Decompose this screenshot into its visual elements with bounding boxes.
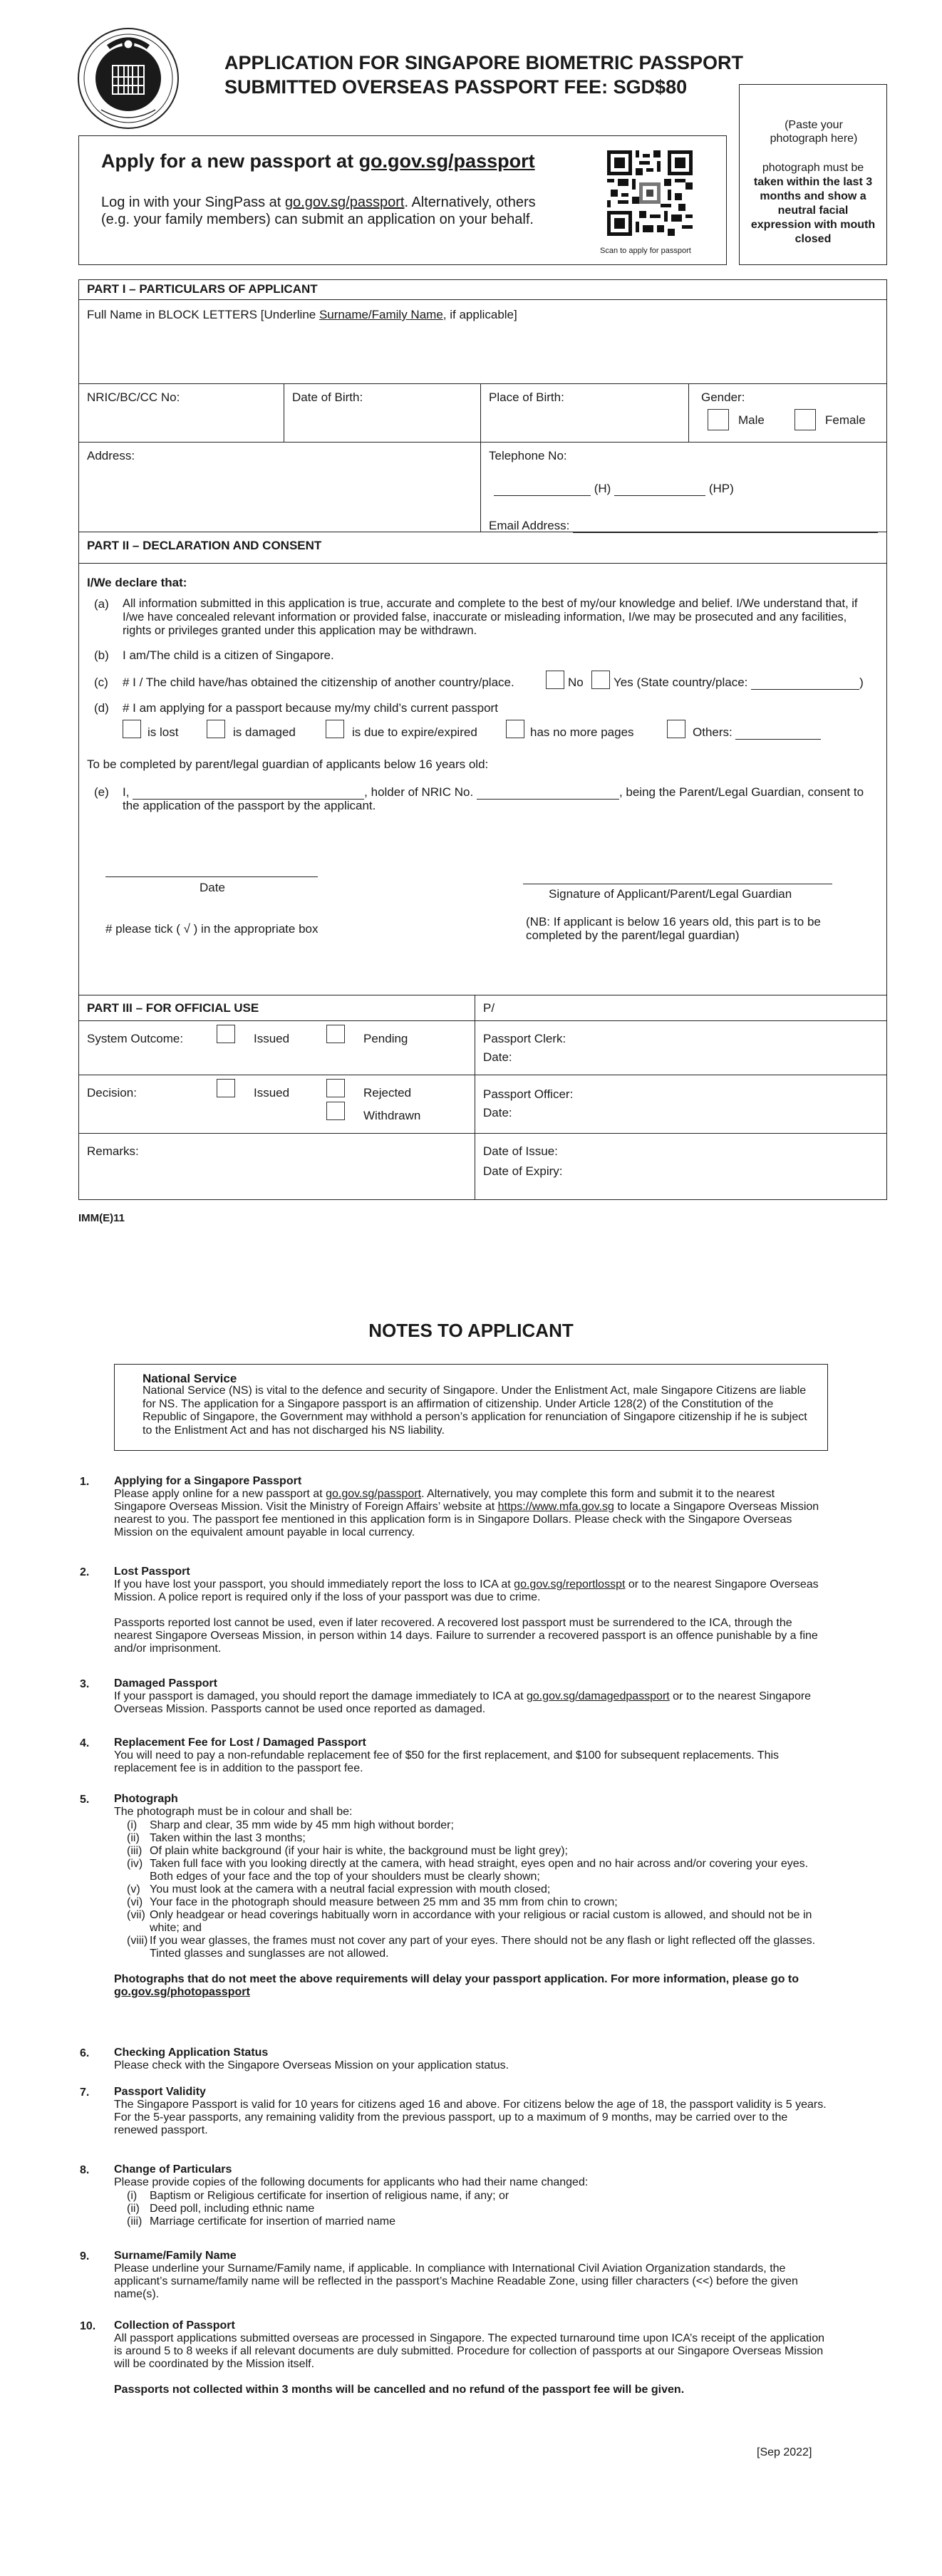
system-outcome-label: System Outcome: [87, 1032, 184, 1045]
note-number: 7. [80, 2086, 90, 2099]
note-number: 1. [80, 1476, 90, 1488]
signature-label: Signature of Applicant/Parent/Legal Guardian [549, 887, 792, 901]
note-title: Applying for a Singapore Passport [114, 1475, 302, 1487]
passport-officer-label: Passport Officer: [483, 1087, 574, 1101]
form-title-line1: APPLICATION FOR SINGAPORE BIOMETRIC PASSPORT [224, 52, 744, 73]
reason-lost-checkbox[interactable] [123, 720, 141, 738]
note-link[interactable]: go.gov.sg/passport [326, 1488, 422, 1500]
passport-clerk-label: Passport Clerk: [483, 1032, 566, 1045]
note-paragraph: If you have lost your passport, you should immediately report the loss to ICA at go.gov.sg/reportlosspt or to the nearest Singapore Overseas Mission. A police report is required only if the loss of your passport was due to crime. [114, 1578, 819, 1603]
gender-male-label: Male [738, 413, 765, 427]
note-subitem: (vii) Only headgear or head coverings habitually worn in accordance with your religious or racial custom is allowed, and should not be in white; and [127, 1909, 812, 1934]
note-title: Replacement Fee for Lost / Damaged Passport [114, 1737, 366, 1749]
note-subitem: (i) Baptism or Religious certificate for insertion of religious name, if any; or [127, 2190, 509, 2202]
singapore-crest-logo [77, 26, 180, 131]
clause-a-label: (a) [94, 597, 109, 611]
date-label: Date [200, 881, 225, 894]
note-paragraph: Please provide copies of the following documents for applicants who had their name changed: [114, 2176, 589, 2188]
qr-code[interactable] [607, 150, 693, 237]
note-subitem: (ii) Deed poll, including ethnic name [127, 2203, 315, 2215]
clause-e-label: (e) [94, 785, 109, 799]
note-link[interactable]: go.gov.sg/reportlosspt [514, 1578, 626, 1590]
note-paragraph: Please underline your Surname/Family name, if applicable. In compliance with International Civil Aviation Organization standards, the applicant’s surname/family name will be reflected in the passport’s Machine Readable Zone, using filler characters (<<) before the given name(s). [114, 2262, 798, 2300]
note-link[interactable]: https://www.mfa.gov.sg [497, 1501, 614, 1513]
note-item [114, 2319, 828, 2396]
clerk-date-label: Date: [483, 1050, 512, 1064]
note-title: Collection of Passport [114, 2319, 235, 2332]
note-sublist [114, 2190, 828, 2228]
fullname-field[interactable] [80, 324, 886, 382]
singpass-link[interactable]: go.gov.sg/passport [284, 195, 405, 210]
note-item [114, 1677, 828, 1716]
note-bold: Photographs that do not meet the above requirements will delay your passport application. For more information, please go to go.gov.sg/photopassport [114, 1973, 799, 1998]
note-paragraph: Please check with the Singapore Overseas Mission on your application status. [114, 2059, 509, 2071]
telephone-label: Telephone No: [489, 449, 567, 462]
citizenship-no-label: No [568, 676, 584, 689]
note-item [114, 1737, 828, 1775]
note-link[interactable]: go.gov.sg/damagedpassport [526, 1690, 670, 1702]
note-number: 5. [80, 1794, 90, 1806]
clause-b-text: I am/The child is a citizen of Singapore. [123, 648, 334, 662]
note-subitem: (v) You must look at the camera with a neutral facial expression with mouth closed; [127, 1883, 551, 1895]
note-paragraph: Passports reported lost cannot be used, even if later recovered. A recovered lost passport must be surrendered to the ICA, through the nearest Singapore Overseas Mission, in person within 14 days. Failure to surrender a recovered passport is an offence punishable by a fine and/or imprisonment. [114, 1617, 818, 1655]
decision-rejected-checkbox[interactable] [326, 1079, 345, 1097]
note-subitem: (iii) Of plain white background (if your hair is white, the background must be light grey); [127, 1845, 568, 1857]
qr-caption: Scan to apply for passport [600, 247, 691, 255]
note-number: 2. [80, 1566, 90, 1578]
note-paragraph: If your passport is damaged, you should report the damage immediately to ICA at go.gov.sg/damagedpassport or to the nearest Singapore Overseas Mission. Passports cannot be used once reported as damaged. [114, 1690, 812, 1715]
clause-d-text: # I am applying for a passport because my/my child’s current passport [123, 701, 498, 715]
apply-line1: Log in with your SingPass at go.gov.sg/passport. Alternatively, others [101, 195, 536, 210]
note-number: 3. [80, 1678, 90, 1690]
nb-note: (NB: If applicant is below 16 years old, this part is to be completed by the parent/legal guardian) [526, 915, 821, 942]
date-of-expiry-label: Date of Expiry: [483, 1164, 563, 1178]
gender-female-label: Female [825, 413, 866, 427]
gender-female-checkbox[interactable] [795, 409, 816, 430]
note-subitem: (i) Sharp and clear, 35 mm wide by 45 mm high without border; [127, 1819, 454, 1831]
clause-c-label: (c) [94, 676, 108, 689]
note-sublist [114, 1819, 828, 1960]
citizenship-yes-field[interactable]: Yes (State country/place: ) [614, 676, 864, 689]
note-paragraph: The Singapore Passport is valid for 10 years for citizens aged 16 and above. For citizens below the age of 18, the passport validity is 5 years. For the 5-year passports, any remaining validity from the previous passport, up to a maximum of 9 months, may be carried over to the renewed passport. [114, 2099, 827, 2136]
citizenship-yes-checkbox[interactable] [591, 671, 610, 689]
dob-label: Date of Birth: [292, 390, 363, 404]
p-number-label: P/ [483, 1001, 495, 1015]
reason-lost-label: is lost [147, 725, 179, 739]
guardian-note: To be completed by parent/legal guardian of applicants below 16 years old: [87, 757, 489, 771]
note-subitem: (viii) If you wear glasses, the frames must not cover any part of your eyes. There should not be any flash or light reflected off the glasses. Tinted glasses and sunglasses are not allowed. [127, 1935, 816, 1960]
note-title: Surname/Family Name [114, 2250, 237, 2262]
date-line[interactable] [105, 876, 318, 877]
note-item [114, 1475, 828, 1539]
reason-damaged-checkbox[interactable] [207, 720, 225, 738]
note-subitem: (ii) Taken within the last 3 months; [127, 1832, 306, 1844]
clause-c-text: # I / The child have/has obtained the citizenship of another country/place. [123, 676, 514, 689]
reason-no-pages-checkbox[interactable] [506, 720, 524, 738]
reason-damaged-label: is damaged [233, 725, 296, 739]
ns-text: National Service (NS) is vital to the defence and security of Singapore. Under the Enlistment Act, male Singapore Citizens are liable for NS. The application for a Singapore passport is an affirmation of citizenship. Under Article 128(2) of the Constitution of the Republic of Singapore, the Government may withhold a person’s application for renunciation of Singapore citizenship if he is subject to the Enlistment Act and has not discharged his NS liability. [143, 1385, 807, 1437]
part1-heading: PART I – PARTICULARS OF APPLICANT [87, 282, 318, 296]
note-paragraph: Please apply online for a new passport at go.gov.sg/passport. Alternatively, you may complete this form and submit it to the nearest Singapore Overseas Mission. Visit the Ministry of Foreign Affairs’ website at https://www.mfa.gov.sg to locate a Singapore Overseas Mission nearest to you. The passport fee mentioned in this application form is in Singapore Dollars. Please check with the Singapore Overseas Mission on the equivalent amount payable in local currency. [114, 1488, 819, 1538]
note-item [114, 1566, 828, 1655]
photo-note: photograph must be taken within the last 3 months and show a neutral facial expression with mouth closed [750, 162, 876, 245]
note-number: 10. [80, 2320, 96, 2332]
remarks-label: Remarks: [87, 1144, 139, 1158]
gender-male-checkbox[interactable] [708, 409, 729, 430]
part3-heading: PART III – FOR OFFICIAL USE [87, 1001, 259, 1015]
note-item [114, 2047, 828, 2072]
photo-paste-text: (Paste your photograph here) [770, 119, 858, 145]
clause-d-label: (d) [94, 701, 109, 715]
note-link[interactable]: go.gov.sg/photopassport [114, 1986, 250, 1998]
decision-rejected-label: Rejected [363, 1086, 412, 1100]
form-title-line2: SUBMITTED OVERSEAS PASSPORT FEE: SGD$80 [224, 76, 688, 98]
note-bold: Passports not collected within 3 months will be cancelled and no refund of the passport fee will be given. [114, 2384, 685, 2396]
note-paragraph: The photograph must be in colour and shall be: [114, 1806, 353, 1818]
officer-date-label: Date: [483, 1106, 512, 1119]
form-code: IMM(E)11 [78, 1212, 125, 1224]
note-title: Lost Passport [114, 1566, 190, 1578]
decision-issued-checkbox[interactable] [217, 1079, 235, 1097]
apply-line2: (e.g. your family members) can submit an application on your behalf. [101, 212, 534, 227]
ns-title: National Service [143, 1372, 237, 1385]
declare-label: I/We declare that: [87, 576, 187, 589]
system-issued-label: Issued [254, 1032, 290, 1045]
clause-a-text: All information submitted in this application is true, accurate and complete to the best of my/our knowledge and belief. I/We understand that, if I/we have concealed relevant information or provided false, inaccurate or misleading information, I/we may be prosecuted and any facilities, rights or privileges granted under this application may be withdrawn. [123, 597, 858, 637]
note-title: Change of Particulars [114, 2163, 232, 2176]
system-pending-checkbox[interactable] [326, 1025, 345, 1043]
system-pending-label: Pending [363, 1032, 408, 1045]
date-of-issue-label: Date of Issue: [483, 1144, 558, 1158]
gender-label: Gender: [701, 390, 745, 404]
note-title: Passport Validity [114, 2086, 206, 2098]
notes-date-code: [Sep 2022] [757, 2446, 812, 2458]
nric-label: NRIC/BC/CC No: [87, 390, 180, 404]
note-subitem: (iii) Marriage certificate for insertion of married name [127, 2215, 396, 2228]
reason-others-checkbox[interactable] [667, 720, 685, 738]
telephone-fields[interactable]: (H) (HP) [494, 482, 734, 496]
note-title: Damaged Passport [114, 1677, 217, 1690]
clause-e-line2: the application of the passport by the applicant. [123, 799, 376, 812]
note-paragraph: All passport applications submitted overseas are processed in Singapore. The expected turnaround time upon ICA’s receipt of the application is around 5 to 8 weeks if all relevant documents are duly submitted. Procedure for collection of passports at our Singapore Overseas Mission will be coordinated by the Mission itself. [114, 2332, 825, 2370]
reason-no-pages-label: has no more pages [530, 725, 634, 739]
decision-withdrawn-label: Withdrawn [363, 1109, 421, 1122]
pob-label: Place of Birth: [489, 390, 564, 404]
apply-heading: Apply for a new passport at go.gov.sg/passport [101, 150, 535, 172]
system-issued-checkbox[interactable] [217, 1025, 235, 1043]
notes-title: NOTES TO APPLICANT [368, 1320, 574, 1341]
address-label: Address: [87, 449, 135, 462]
tick-note: # please tick ( √ ) in the appropriate box [105, 922, 319, 936]
clause-b-label: (b) [94, 648, 109, 662]
citizenship-no-checkbox[interactable] [546, 671, 564, 689]
decision-label: Decision: [87, 1086, 137, 1100]
note-item [114, 1793, 828, 1999]
decision-withdrawn-checkbox[interactable] [326, 1102, 345, 1120]
note-subitem: (iv) Taken full face with you looking directly at the camera, with head straight, eyes open and no hair across and/or covering your eyes. Both edges of your face and the top of your shoulders must be clearly shown; [127, 1858, 809, 1883]
part2-heading: PART II – DECLARATION AND CONSENT [87, 539, 322, 552]
note-paragraph: You will need to pay a non-refundable replacement fee of $50 for the first replacement, and $100 for subsequent replacements. This replacement fee is in addition to the passport fee. [114, 1749, 780, 1774]
reason-others-field[interactable]: Others: [693, 725, 821, 740]
note-number: 6. [80, 2047, 90, 2059]
note-number: 9. [80, 2250, 90, 2262]
note-number: 8. [80, 2164, 90, 2176]
note-title: Photograph [114, 1793, 178, 1805]
apply-heading-link[interactable]: go.gov.sg/passport [358, 150, 535, 172]
email-field[interactable]: Email Address: [489, 519, 878, 533]
note-number: 4. [80, 1737, 90, 1749]
fullname-label: Full Name in BLOCK LETTERS [Underline Surname/Family Name, if applicable] [87, 308, 517, 321]
reason-expire-checkbox[interactable] [326, 720, 344, 738]
note-item [114, 2163, 828, 2228]
note-subitem: (vi) Your face in the photograph should measure between 25 mm and 35 mm from chin to crown; [127, 1896, 618, 1908]
clause-e-text[interactable]: I, , holder of NRIC No. , being the Parent/Legal Guardian, consent to [123, 785, 864, 799]
note-title: Checking Application Status [114, 2047, 269, 2059]
note-item [114, 2250, 828, 2301]
note-item [114, 2086, 828, 2137]
reason-expire-label: is due to expire/expired [352, 725, 477, 739]
decision-issued-label: Issued [254, 1086, 290, 1100]
